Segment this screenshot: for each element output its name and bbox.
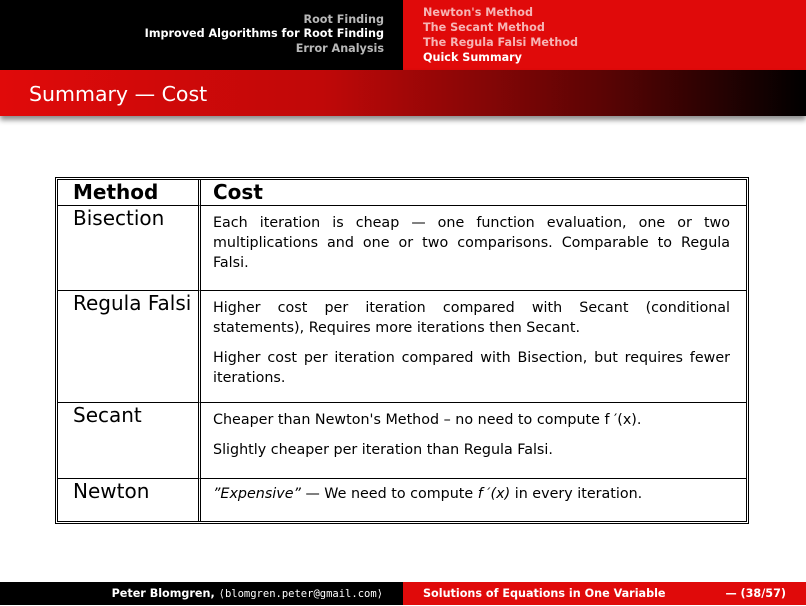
table-row — [58, 403, 746, 479]
method-cell: Regula Falsi — [58, 291, 201, 403]
nav-subsection-regula-falsi[interactable]: The Regula Falsi Method — [423, 36, 579, 49]
nav-section-error-analysis[interactable]: Error Analysis — [295, 41, 384, 55]
cost-math: f ′(x) — [477, 486, 511, 502]
cost-table — [55, 177, 749, 524]
footer-author-block — [0, 582, 403, 605]
method-cell: Newton — [58, 479, 201, 521]
section-nav — [0, 0, 403, 70]
cost-cell — [201, 479, 746, 521]
column-header-method: Method — [58, 180, 201, 206]
cost-text-end: in every iteration. — [510, 486, 643, 502]
cost-text: Each iteration is cheap — one function evaluation, one or two multiplications and one or two comparisons. Comparable to Regula Falsi. — [213, 215, 730, 271]
footer-author: Peter Blomgren, — [111, 587, 219, 600]
footer-email[interactable]: ⟨blomgren.peter@gmail.com⟩ — [218, 588, 383, 600]
footer-bar — [0, 582, 806, 605]
footer-page-number: — (38/57) — [725, 587, 786, 600]
frame-title: Summary — Cost — [29, 82, 208, 106]
nav-subsection-secant[interactable]: The Secant Method — [423, 21, 545, 34]
footer-talk-title: Solutions of Equations in One Variable — [423, 587, 666, 600]
frame-title-bar — [0, 70, 806, 116]
table-row — [58, 479, 746, 521]
nav-subsection-quick-summary[interactable]: Quick Summary — [423, 51, 522, 64]
nav-section-improved-algorithms[interactable]: Improved Algorithms for Root Finding — [144, 27, 384, 41]
footer-title-block — [403, 582, 806, 605]
cost-cell — [201, 403, 746, 479]
method-cell: Secant — [58, 403, 201, 479]
subsection-nav — [403, 0, 806, 70]
cost-text: Slightly cheaper per iteration than Regula Falsi. — [213, 442, 553, 458]
table-header-row — [58, 180, 746, 206]
cost-emphasis: ”Expensive” — [213, 486, 301, 502]
header-bar — [0, 0, 806, 70]
cost-text-mid: — We need to compute — [300, 486, 478, 502]
table-row — [58, 206, 746, 291]
method-cell: Bisection — [58, 206, 201, 291]
cost-cell — [201, 206, 746, 291]
cost-text — [213, 484, 730, 504]
nav-subsection-newton[interactable]: Newton's Method — [423, 6, 533, 19]
cost-text: Higher cost per iteration compared with Bisection, but requires fewer iterations. — [213, 350, 730, 386]
table-row — [58, 291, 746, 403]
cost-cell — [201, 291, 746, 403]
cost-text: Higher cost per iteration compared with Secant (conditional statements), Requires more iterations then Secant. — [213, 300, 730, 336]
column-header-cost: Cost — [201, 180, 746, 206]
cost-text: Cheaper than Newton's Method – no need to compute f ′(x). — [213, 412, 642, 428]
nav-section-root-finding[interactable]: Root Finding — [303, 13, 384, 26]
